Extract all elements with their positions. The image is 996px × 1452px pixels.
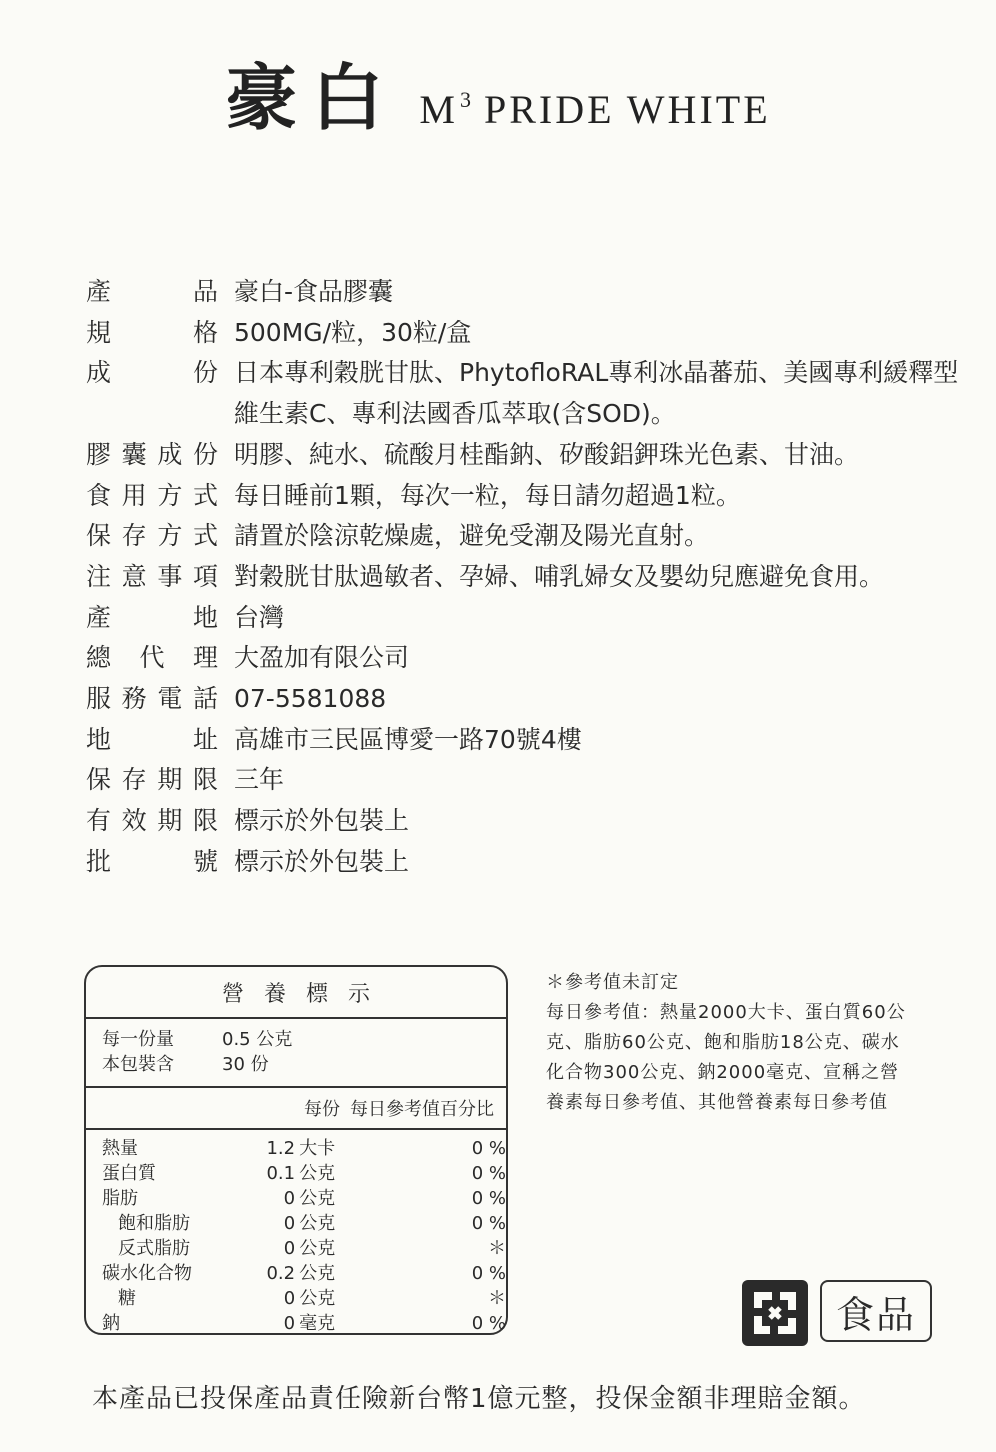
nutrient-name: 熱量: [102, 1138, 138, 1159]
spec-label-char: 份: [192, 358, 218, 388]
nutrient-name: 糖: [118, 1288, 136, 1309]
spec-value: 豪白-食品膠囊: [234, 277, 394, 306]
spec-label-char: 產: [86, 277, 112, 306]
spec-value: 500MG/粒，30粒/盒: [234, 317, 472, 347]
spec-label-char: 方: [157, 521, 183, 551]
nutrient-daily-pct: 0 %: [471, 1163, 506, 1184]
spec-row: [86, 679, 976, 720]
spec-label: [86, 394, 218, 435]
spec-label-char: 食: [86, 480, 112, 510]
spec-label-char: 期: [157, 806, 183, 836]
spec-label-char: 務: [121, 684, 147, 714]
nutrient-unit: 公克: [299, 1263, 336, 1284]
spec-label: [86, 598, 218, 639]
nutrient-daily-pct: 0 %: [471, 1313, 506, 1334]
spec-value: 高雄市三民區博愛一路70號4樓: [234, 724, 582, 754]
nutrient-name: 蛋白質: [102, 1163, 156, 1184]
spec-row: [86, 272, 976, 313]
spec-label-char: 式: [192, 480, 218, 510]
spec-row: [86, 638, 976, 679]
spec-label-char: 格: [192, 317, 218, 347]
insurance-notice: 本產品已投保產品責任險新台幣1億元整，投保金額非理賠金額。: [92, 1384, 866, 1414]
nutrient-row: [102, 1161, 506, 1186]
spec-label: [86, 516, 218, 557]
serving-size-value: 0.5 公克: [222, 1029, 293, 1050]
nutrient-row: [102, 1311, 506, 1336]
nutrient-daily-pct: ＊: [488, 1238, 506, 1259]
nutrition-rows: [86, 1130, 506, 1336]
spec-label: [86, 557, 218, 598]
spec-label-char: 代: [139, 643, 165, 673]
nutrition-facts-table: [84, 965, 508, 1335]
spec-row: [86, 435, 976, 476]
title-chinese: 豪白: [225, 55, 398, 140]
spec-row: [86, 394, 976, 435]
spec-value: 請置於陰涼乾燥處，避免受潮及陽光直射。: [234, 521, 710, 551]
nutrient-name: 鈉: [102, 1313, 120, 1334]
spec-label-char: 存: [121, 521, 147, 551]
nutrient-daily-pct: 0 %: [471, 1213, 506, 1234]
nutrient-name: 碳水化合物: [102, 1263, 192, 1284]
spec-label-char: 址: [192, 724, 218, 754]
recycle-icon: [740, 1278, 810, 1348]
spec-value: 大盈加有限公司: [234, 643, 410, 673]
spec-label-char: 效: [121, 806, 147, 836]
nutrient-name: 脂肪: [102, 1188, 138, 1209]
spec-value: 台灣: [234, 602, 285, 632]
spec-row: [86, 801, 976, 842]
nutrition-column-headers: [86, 1088, 506, 1128]
spec-row: [86, 313, 976, 354]
spec-row: [86, 842, 976, 883]
col-per-serving: 每份: [304, 1099, 340, 1120]
nutrient-amount: 0: [283, 1213, 296, 1234]
reference-line: 化合物300公克、鈉2000毫克、宣稱之營: [546, 1062, 900, 1083]
spec-row: [86, 516, 976, 557]
nutrient-row: [102, 1286, 506, 1311]
spec-label-char: 規: [86, 317, 112, 347]
spec-row: [86, 476, 976, 517]
nutrient-unit: 毫克: [299, 1313, 336, 1334]
reference-line: 每日參考值：熱量2000大卡、蛋白質60公: [546, 1002, 906, 1023]
spec-label-char: 限: [192, 765, 218, 795]
nutrient-amount: 0: [283, 1288, 296, 1309]
reference-line: 克、脂肪60公克、飽和脂肪18公克、碳水: [546, 1032, 900, 1053]
nutrient-row: [102, 1136, 506, 1161]
spec-label-char: 份: [192, 439, 218, 469]
spec-value: 標示於外包裝上: [234, 806, 410, 836]
spec-label-char: 用: [121, 480, 147, 510]
spec-label-char: 事: [157, 561, 183, 591]
nutrient-amount: 0: [283, 1188, 296, 1209]
reference-line: ＊參考值未訂定: [546, 972, 679, 993]
spec-label-char: 保: [86, 765, 112, 795]
spec-label-char: 注: [86, 561, 112, 591]
spec-label-char: 號: [192, 846, 218, 876]
spec-label: [86, 313, 218, 354]
spec-label-char: 地: [86, 724, 112, 754]
spec-label-char: 服: [86, 684, 112, 714]
spec-label: [86, 720, 218, 761]
spec-value: 三年: [234, 765, 285, 795]
spec-label: [86, 638, 218, 679]
spec-label: [86, 353, 218, 394]
spec-row: [86, 720, 976, 761]
product-title: [0, 40, 996, 144]
spec-label-char: 總: [86, 643, 112, 673]
col-daily-value: 每日參考值百分比: [350, 1099, 494, 1120]
reference-note: [546, 968, 966, 1118]
nutrient-row: [102, 1261, 506, 1286]
nutrient-amount: 0.2: [266, 1263, 296, 1284]
spec-label-char: 存: [121, 765, 147, 795]
spec-row: [86, 598, 976, 639]
spec-label-char: 囊: [121, 439, 147, 469]
spec-label: [86, 760, 218, 801]
nutrient-unit: 大卡: [299, 1138, 336, 1159]
spec-label-char: 批: [86, 846, 112, 876]
spec-label-char: 限: [192, 806, 218, 836]
spec-label-char: 式: [192, 521, 218, 551]
spec-list: [86, 272, 976, 883]
spec-label-char: 理: [192, 643, 218, 673]
spec-label-char: 有: [86, 806, 112, 836]
spec-row: [86, 353, 976, 394]
nutrient-amount: 1.2: [266, 1138, 296, 1159]
serving-info: [86, 1019, 506, 1086]
serving-size-label: 每一份量: [102, 1029, 174, 1050]
nutrient-unit: 公克: [299, 1238, 336, 1259]
servings-per-pack-value: 30 份: [222, 1054, 269, 1075]
nutrient-name: 反式脂肪: [118, 1238, 190, 1259]
spec-label-char: 品: [192, 277, 218, 306]
spec-label-char: 產: [86, 602, 112, 632]
spec-label-char: 項: [192, 561, 218, 591]
spec-label: [86, 801, 218, 842]
spec-label-char: 期: [157, 765, 183, 795]
nutrient-amount: 0.1: [266, 1163, 296, 1184]
spec-value: 標示於外包裝上: [234, 846, 410, 876]
nutrient-daily-pct: 0 %: [471, 1263, 506, 1284]
nutrient-unit: 公克: [299, 1213, 336, 1234]
spec-value: 每日睡前1顆，每次一粒，每日請勿超過1粒。: [234, 480, 741, 510]
spec-label: [86, 272, 218, 313]
spec-value: 對穀胱甘肽過敏者、孕婦、哺乳婦女及嬰幼兒應避免食用。: [234, 561, 885, 591]
spec-value: 維生素C、專利法國香瓜萃取(含SOD)。: [234, 399, 676, 429]
food-badge: 食品: [820, 1280, 932, 1342]
nutrient-amount: 0: [283, 1313, 296, 1334]
spec-label: [86, 842, 218, 883]
nutrient-unit: 公克: [299, 1163, 336, 1184]
nutrient-unit: 公克: [299, 1188, 336, 1209]
spec-label: [86, 679, 218, 720]
spec-label: [86, 476, 218, 517]
spec-label-char: 膠: [86, 439, 112, 469]
spec-label-char: 意: [121, 561, 147, 591]
spec-value: 07-5581088: [234, 684, 387, 714]
title-english: $M^3$ PRIDE WHITE: [419, 87, 771, 132]
nutrient-amount: 0: [283, 1238, 296, 1259]
spec-label-char: 電: [157, 684, 183, 714]
servings-per-pack-label: 本包裝含: [102, 1054, 174, 1075]
nutrient-name: 飽和脂肪: [118, 1213, 190, 1234]
spec-label: [86, 435, 218, 476]
nutrient-daily-pct: 0 %: [471, 1188, 506, 1209]
spec-label-char: 地: [192, 602, 218, 632]
nutrient-row: [102, 1211, 506, 1236]
spec-label-char: 成: [157, 439, 183, 469]
spec-label-char: 保: [86, 521, 112, 551]
nutrient-daily-pct: ＊: [488, 1288, 506, 1309]
spec-value: 明膠、純水、硫酸月桂酯鈉、矽酸鋁鉀珠光色素、甘油。: [234, 439, 860, 469]
nutrition-heading: 營養標示: [221, 981, 390, 1007]
spec-label-char: 話: [192, 684, 218, 714]
spec-label-char: 成: [86, 358, 112, 388]
nutrient-row: [102, 1236, 506, 1261]
spec-value: 日本專利穀胱甘肽、PhytofloRAL專利冰晶蕃茄、美國專利緩釋型: [234, 358, 959, 388]
spec-row: [86, 760, 976, 801]
nutrient-unit: 公克: [299, 1288, 336, 1309]
spec-row: [86, 557, 976, 598]
spec-label-char: 方: [157, 480, 183, 510]
nutrient-row: [102, 1186, 506, 1211]
reference-line: 養素每日參考值、其他營養素每日參考值: [546, 1092, 888, 1113]
nutrient-daily-pct: 0 %: [471, 1138, 506, 1159]
